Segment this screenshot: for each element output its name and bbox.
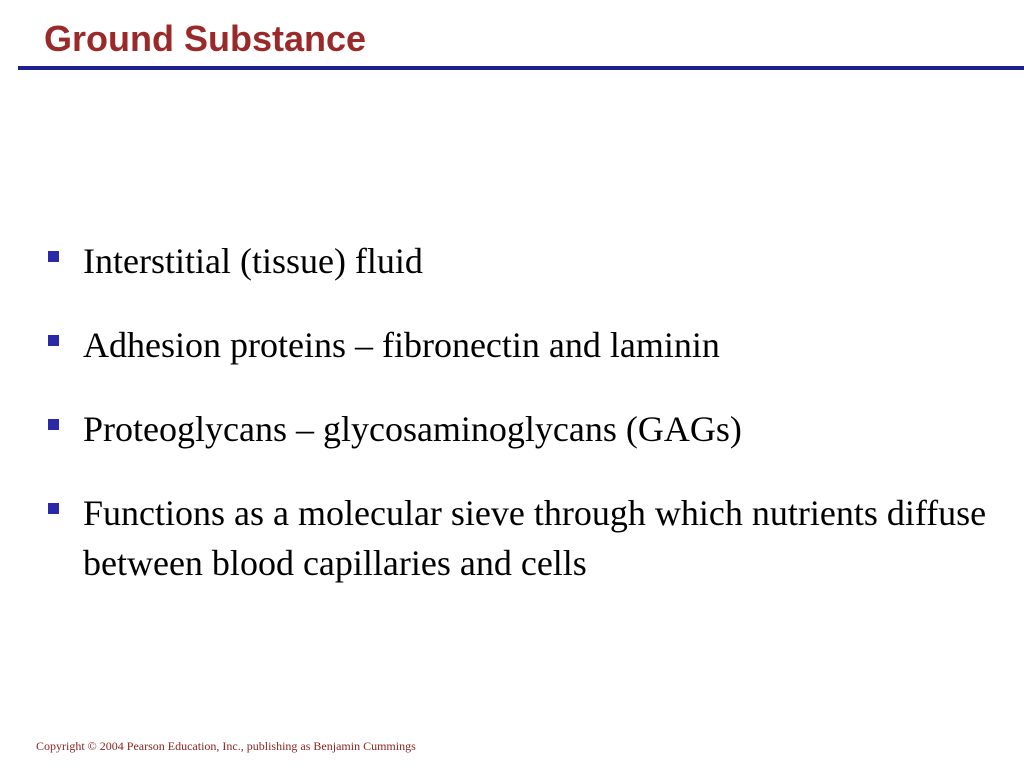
- bullet-list: [46, 236, 1006, 622]
- bullet-text: Proteoglycans – glycosaminoglycans (GAGs): [83, 409, 742, 449]
- bullet-text: Interstitial (tissue) fluid: [83, 241, 423, 281]
- bullet-text: Functions as a molecular sieve through which nutrients diffuse between blood capillaries and cells: [83, 493, 987, 583]
- title-underline: [18, 66, 1024, 70]
- slide-title: Ground Substance: [44, 18, 367, 59]
- square-bullet-icon: [48, 335, 59, 346]
- square-bullet-icon: [48, 419, 59, 430]
- bullet-item: [46, 488, 1006, 588]
- square-bullet-icon: [48, 503, 59, 514]
- copyright-footer: Copyright © 2004 Pearson Education, Inc., publishing as Benjamin Cummings: [36, 739, 416, 753]
- bullet-text: Adhesion proteins – fibronectin and laminin: [83, 325, 720, 365]
- bullet-item: [46, 320, 1006, 370]
- bullet-item: [46, 404, 1006, 454]
- square-bullet-icon: [48, 251, 59, 262]
- bullet-item: [46, 236, 1006, 286]
